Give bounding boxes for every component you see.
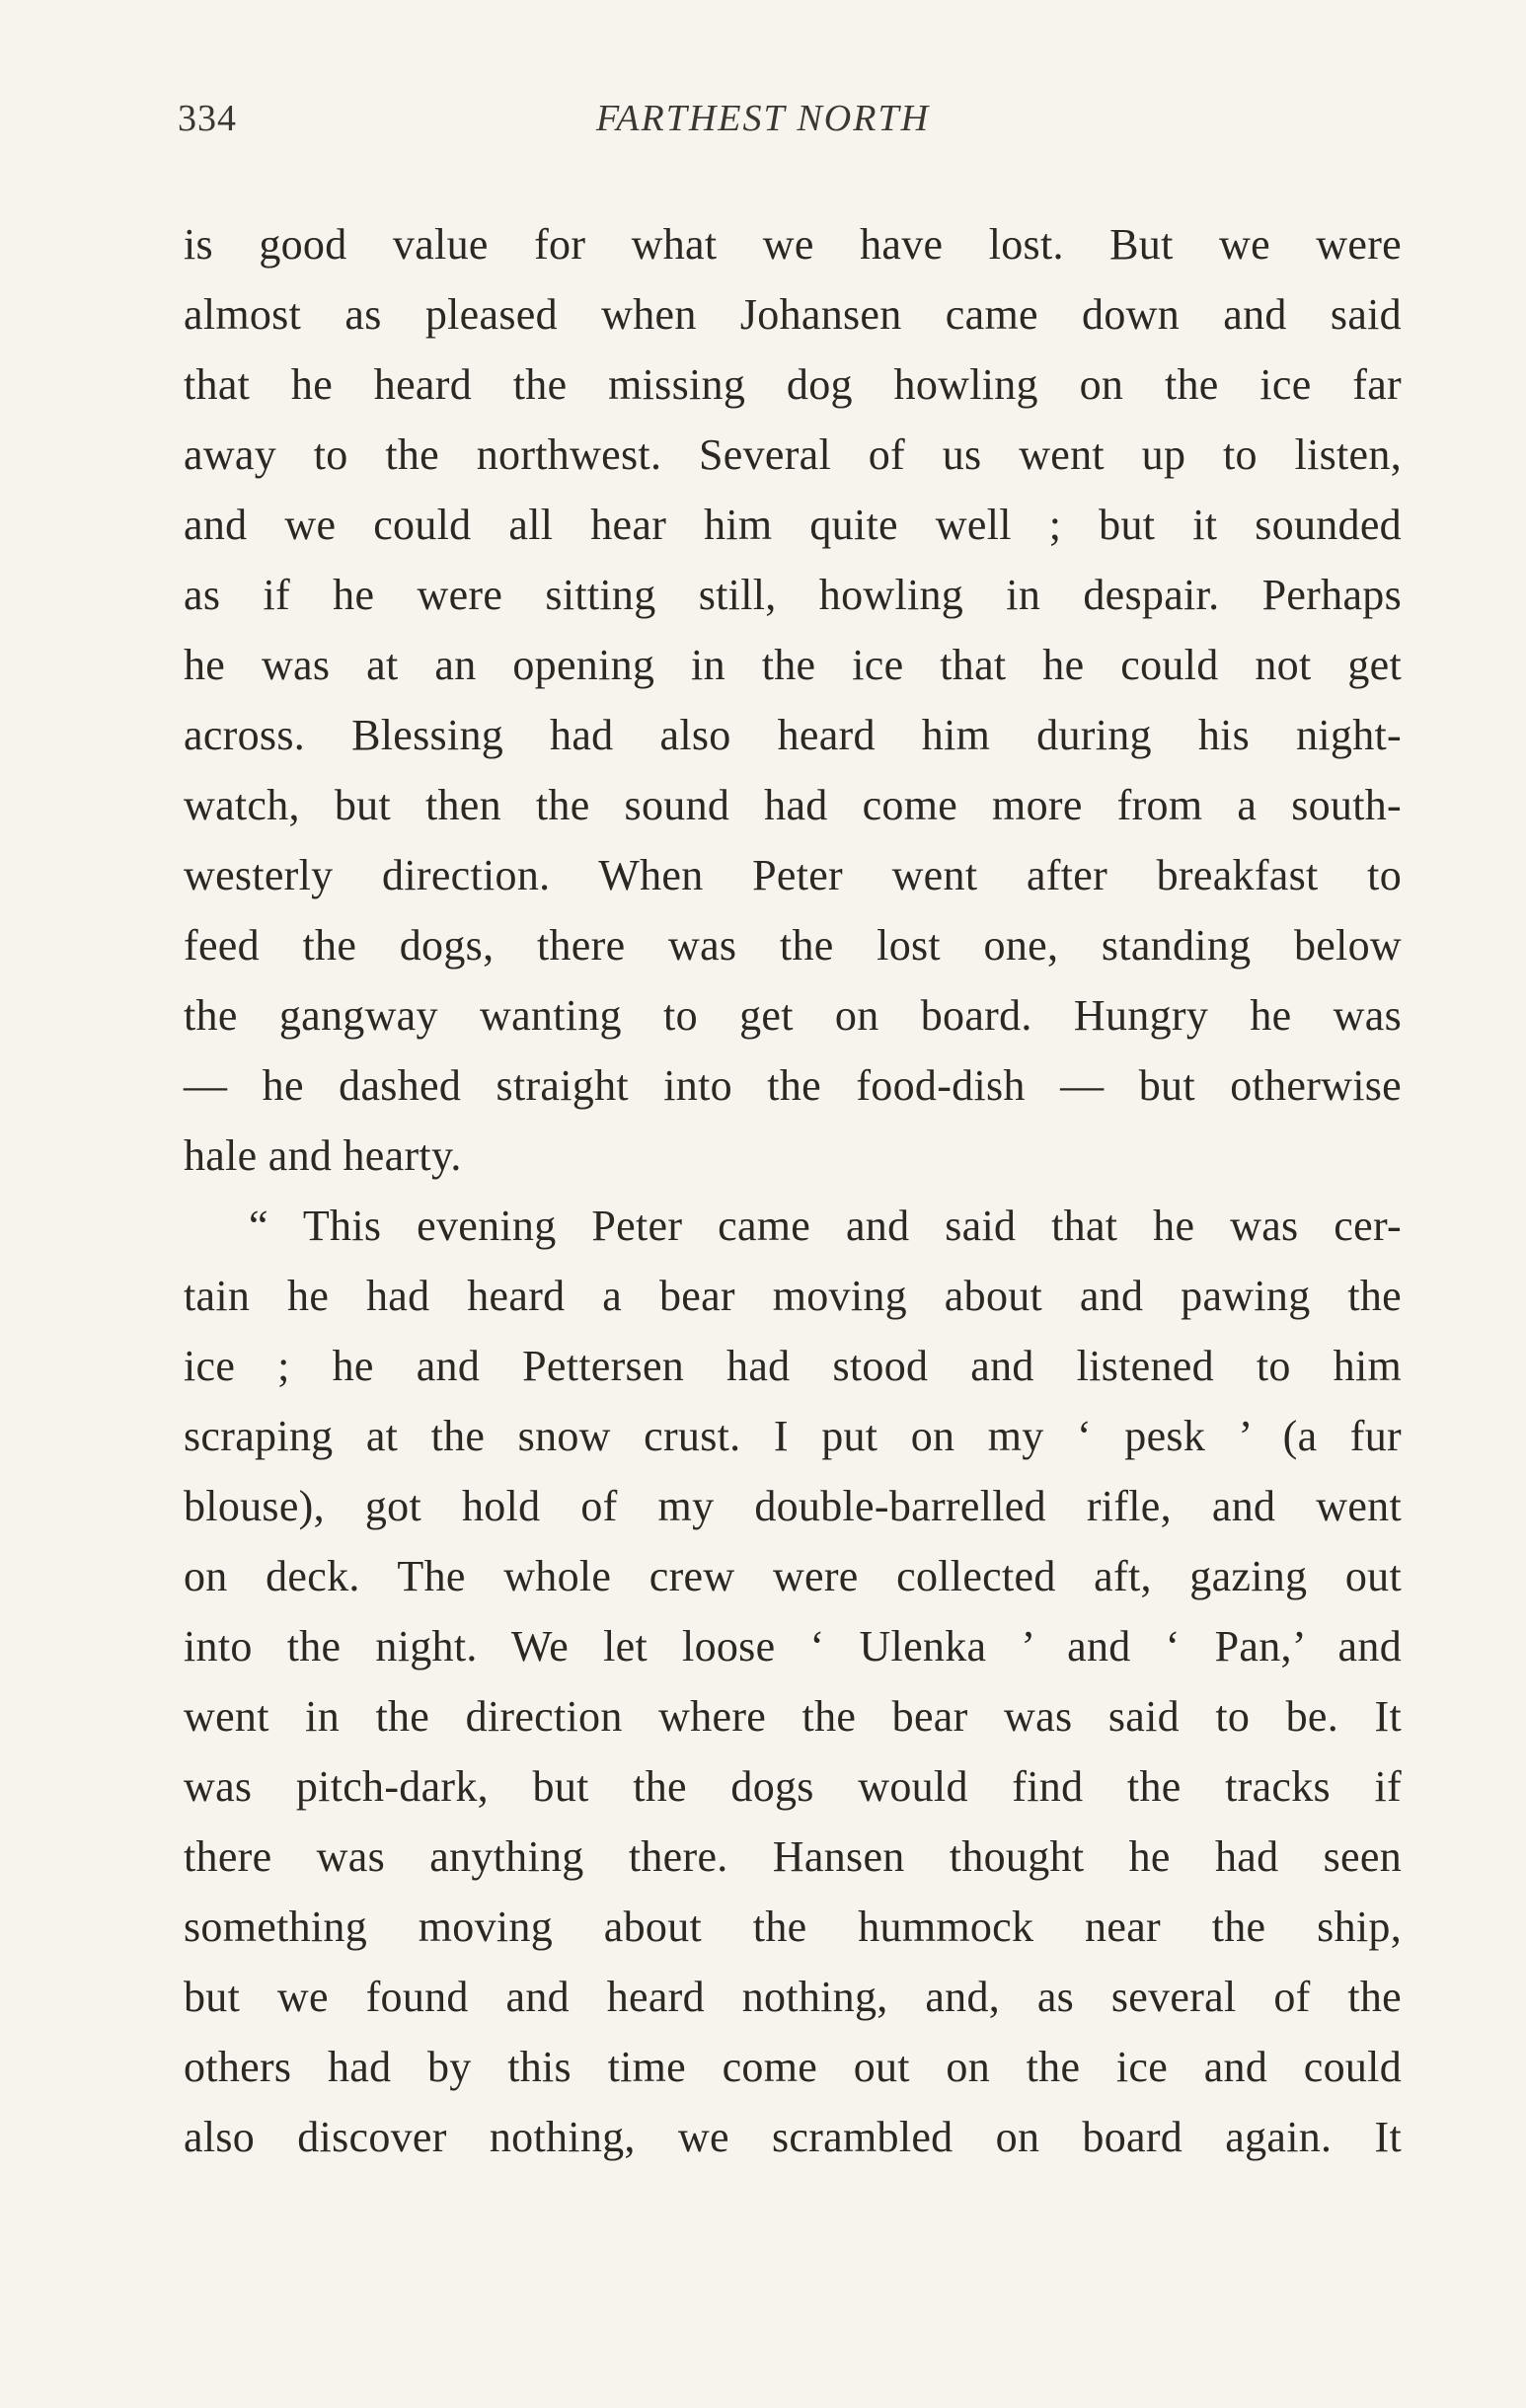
- text-line: hale and hearty.: [184, 1131, 462, 1180]
- text-line: he was at an opening in the ice that he could not get: [184, 641, 1402, 689]
- text-line: is good value for what we have lost. But we were: [184, 220, 1402, 269]
- running-head: FARTHEST NORTH: [595, 98, 931, 139]
- text-line: feed the dogs, there was the lost one, standing below: [184, 921, 1402, 970]
- body-text: [184, 209, 1402, 2172]
- text-line: was pitch-dark, but the dogs would find the tracks if: [184, 1762, 1402, 1811]
- text-line: watch, but then the sound had come more from a south-: [184, 781, 1402, 829]
- text-line: westerly direction. When Peter went after breakfast to: [184, 851, 1402, 899]
- text-line: away to the northwest. Several of us went up to listen,: [184, 430, 1402, 479]
- page-number: 334: [178, 98, 237, 139]
- text-line: “ This evening Peter came and said that he was cer-: [249, 1202, 1402, 1250]
- text-line: ice ; he and Pettersen had stood and listened to him: [184, 1342, 1402, 1390]
- text-line: blouse), got hold of my double-barrelled rifle, and went: [184, 1482, 1402, 1530]
- text-line: went in the direction where the bear was said to be. It: [184, 1692, 1402, 1741]
- text-line: others had by this time come out on the ice and could: [184, 2043, 1402, 2091]
- text-line: on deck. The whole crew were collected aft, gazing out: [184, 1552, 1402, 1600]
- text-line: into the night. We let loose ‘ Ulenka ’ and ‘ Pan,’ and: [184, 1622, 1402, 1670]
- text-line: tain he had heard a bear moving about and pawing the: [184, 1272, 1402, 1320]
- text-line: the gangway wanting to get on board. Hungry he was: [184, 991, 1402, 1040]
- text-line: scraping at the snow crust. I put on my ‘ pesk ’ (a fur: [184, 1412, 1402, 1460]
- text-line: across. Blessing had also heard him during his night-: [184, 711, 1402, 759]
- text-line: as if he were sitting still, howling in despair. Perhaps: [184, 571, 1402, 619]
- text-line: there was anything there. Hansen thought he had seen: [184, 1832, 1402, 1881]
- text-line: but we found and heard nothing, and, as several of the: [184, 1973, 1402, 2021]
- text-line: that he heard the missing dog howling on the ice far: [184, 360, 1402, 409]
- text-line: — he dashed straight into the food-dish — but otherwise: [184, 1061, 1402, 1110]
- text-line: something moving about the hummock near the ship,: [184, 1903, 1402, 1951]
- text-line: also discover nothing, we scrambled on board again. It: [184, 2113, 1402, 2161]
- text-line: and we could all hear him quite well ; but it sounded: [184, 501, 1402, 549]
- text-line: almost as pleased when Johansen came down and said: [184, 290, 1402, 339]
